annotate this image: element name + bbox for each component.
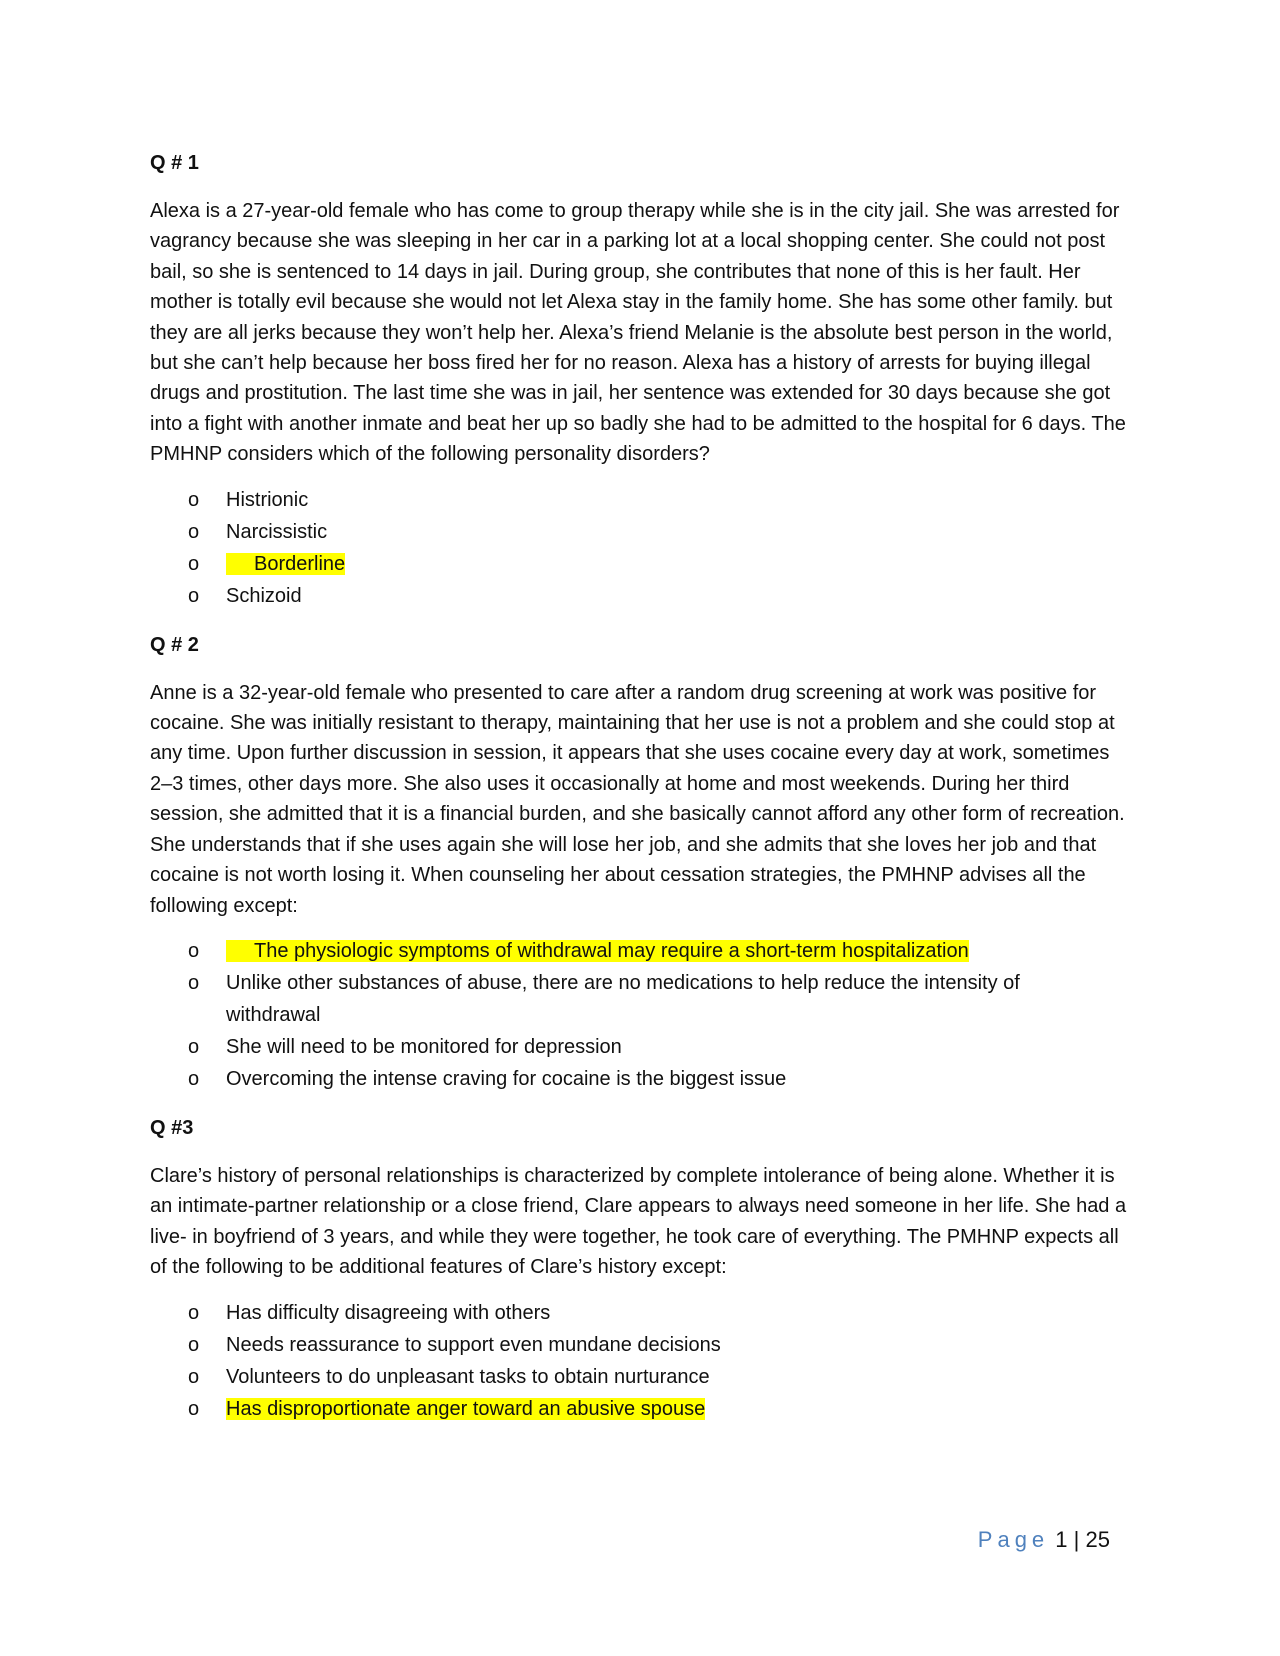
answer-option — [150, 516, 1130, 548]
bullet-marker: o — [188, 1067, 200, 1090]
highlighted-answer-text: Has disproportionate anger toward an abusive spouse — [226, 1397, 706, 1420]
bullet-marker: o — [188, 520, 200, 543]
page-number: 1 — [1055, 1527, 1068, 1552]
bullet-marker: o — [188, 971, 200, 994]
answer-option-text: Schizoid — [226, 584, 302, 607]
bullet-marker: o — [188, 1301, 200, 1324]
answer-options — [150, 935, 1130, 1095]
answer-option — [150, 1361, 1130, 1393]
answer-option-text: Overcoming the intense craving for cocaine is the biggest issue — [226, 1067, 787, 1090]
answer-option — [150, 484, 1130, 516]
bullet-marker: o — [188, 552, 200, 575]
question-text: Anne is a 32-year-old female who presented to care after a random drug screening at work was positive for cocaine. She was initially resistant to therapy, maintaining that her use is not a problem and she could stop at any time. Upon further discussion in session, it appears that she uses cocaine every day at work, sometimes 2–3 times, other days more. She also uses it occasionally at home and most weekends. During her third session, she admitted that it is a financial burden, and she basically cannot afford any other form of recreation. She understands that if she uses again she will lose her job, and she admits that she loves her job and that cocaine is not worth losing it. When counseling her about cessation strategies, the PMHNP advises all the following except: — [150, 681, 1125, 917]
answer-option-text: Has difficulty disagreeing with others — [226, 1301, 551, 1324]
answer-option-text: Histrionic — [226, 488, 309, 511]
highlighted-answer-text: Borderline — [226, 553, 345, 575]
answer-options — [150, 484, 1130, 612]
bullet-marker: o — [188, 1397, 200, 1420]
answer-options — [150, 1297, 1130, 1425]
question-title: Q #3 — [150, 1116, 194, 1139]
answer-option — [150, 967, 1130, 1031]
question-1 — [150, 150, 1130, 612]
answer-option — [150, 1063, 1130, 1095]
answer-option — [150, 1329, 1130, 1361]
answer-option-text: Needs reassurance to support even mundane decisions — [226, 1333, 721, 1356]
page-footer — [978, 1526, 1110, 1554]
bullet-marker: o — [188, 584, 200, 607]
page-label: Page — [977, 1527, 1050, 1552]
total-pages: 25 — [1085, 1527, 1110, 1552]
answer-option-text: Narcissistic — [226, 520, 328, 543]
question-text: Clare’s history of personal relationships is characterized by complete intolerance of being alone. Whether it is an intimate-partner relationship or a close friend, Clare appears to always need someone in her life. She had a live- in boyfriend of 3 years, and while they were together, he took care of everything. The PMHNP expects all of the following to be additional features of Clare’s history except: — [150, 1164, 1127, 1279]
question-title: Q # 2 — [150, 633, 199, 656]
bullet-marker: o — [188, 1035, 200, 1058]
question-3 — [150, 1115, 1130, 1425]
bullet-marker: o — [188, 1333, 200, 1356]
answer-option — [150, 580, 1130, 612]
question-2 — [150, 632, 1130, 1095]
bullet-marker: o — [188, 1365, 200, 1388]
answer-option — [150, 1031, 1130, 1063]
document-page — [150, 150, 1130, 1445]
answer-option-text: She will need to be monitored for depression — [226, 1035, 622, 1058]
page-separator: | — [1073, 1527, 1080, 1552]
answer-option-highlighted — [150, 1393, 1130, 1425]
question-title: Q # 1 — [150, 152, 199, 174]
answer-option-highlighted — [150, 935, 1130, 967]
answer-option-highlighted — [150, 548, 1130, 580]
bullet-marker: o — [188, 488, 200, 511]
answer-option-text: Volunteers to do unpleasant tasks to obtain nurturance — [226, 1365, 710, 1388]
highlighted-answer-text: The physiologic symptoms of withdrawal may require a short-term hospitalization — [226, 940, 969, 962]
answer-option-text: Unlike other substances of abuse, there are no medications to help reduce the intensity of withdrawal — [226, 971, 1020, 1026]
bullet-marker: o — [188, 939, 200, 962]
answer-option — [150, 1297, 1130, 1329]
question-text: Alexa is a 27-year-old female who has come to group therapy while she is in the city jail. She was arrested for vagrancy because she was sleeping in her car in a parking lot at a local shopping center. She could not post bail, so she is sentenced to 14 days in jail. During group, she contributes that none of this is her fault. Her mother is totally evil because she would not let Alexa stay in the family home. She has some other family. but they are all jerks because they won’t help her. Alexa’s friend Melanie is the absolute best person in the world, but she can’t help because her boss fired her for no reason. Alexa has a history of arrests for buying illegal drugs and prostitution. The last time she was in jail, her sentence was extended for 30 days because she got into a fight with another inmate and beat her up so badly she had to be admitted to the hospital for 6 days. The PMHNP considers which of the following personality disorders? — [150, 200, 1126, 466]
